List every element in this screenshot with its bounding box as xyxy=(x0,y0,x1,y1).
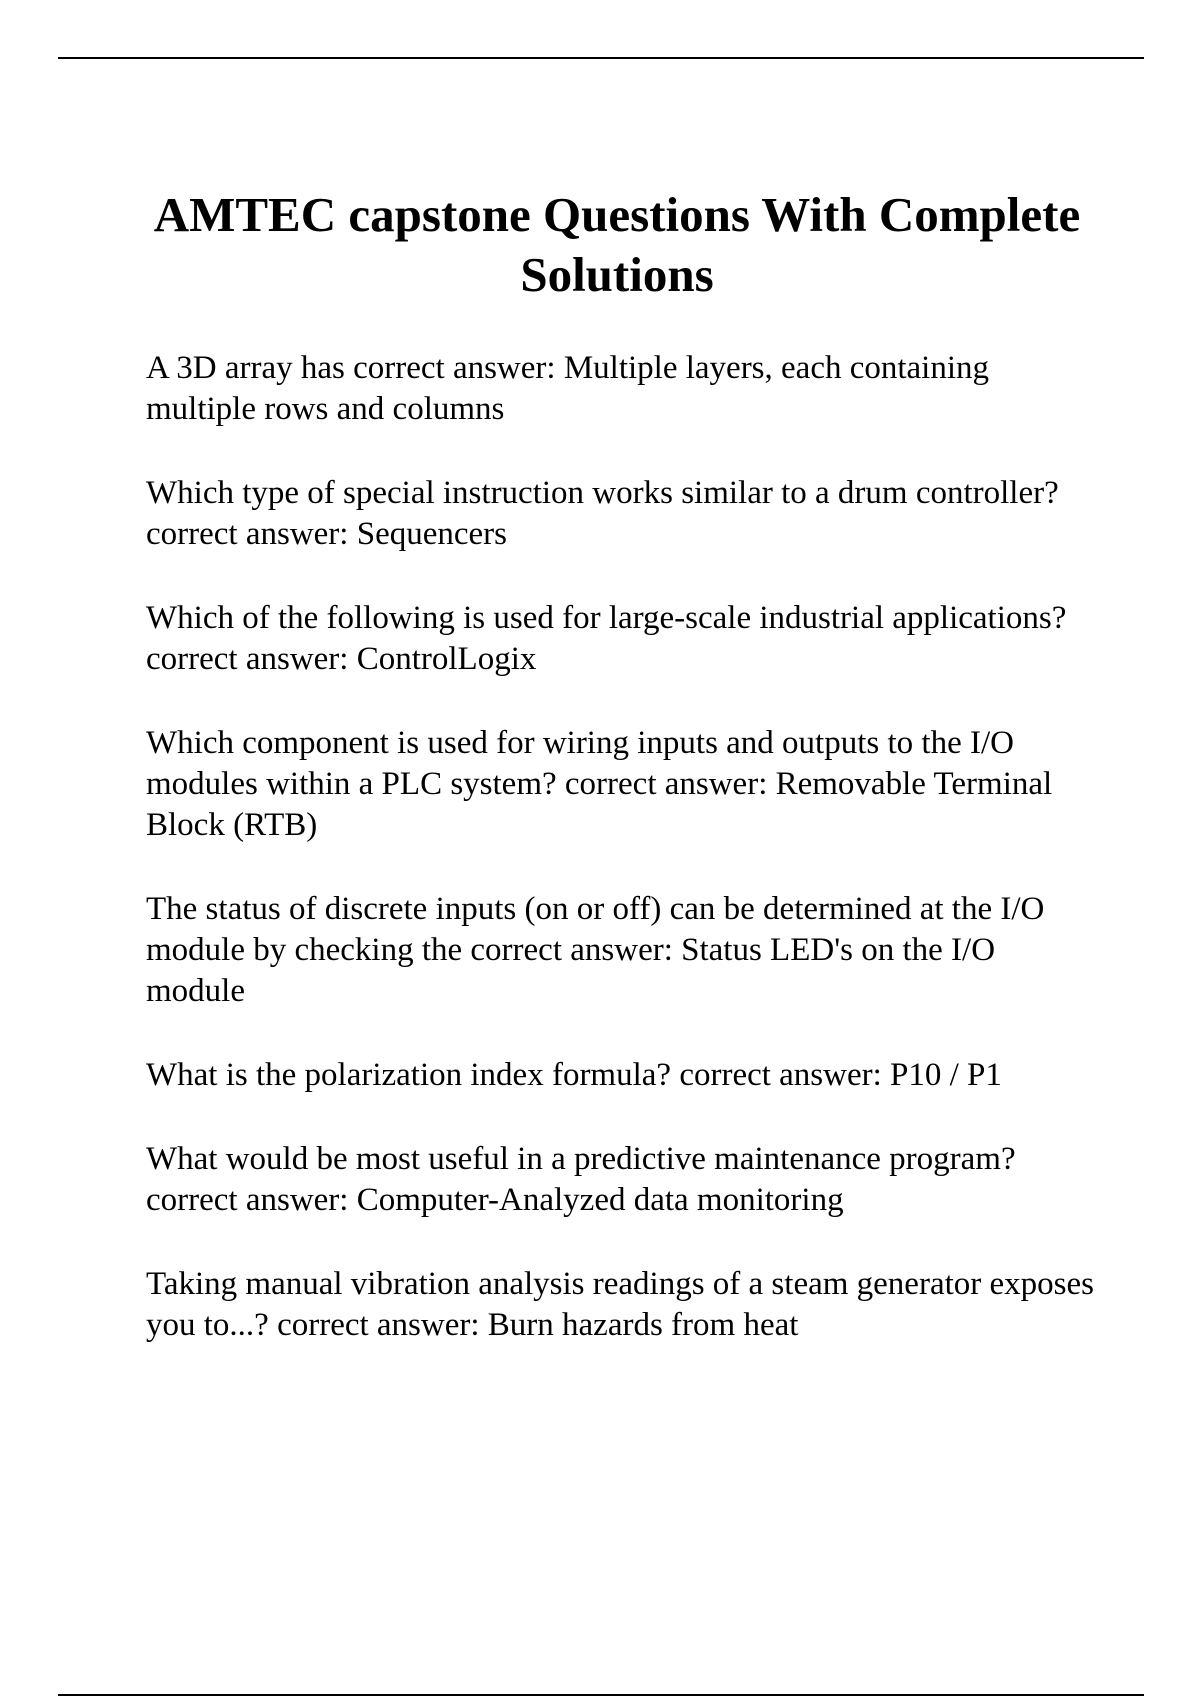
qa-list xyxy=(146,348,1098,1389)
qa-item: Which component is used for wiring inputs and outputs to the I/O modules within a PLC system? correct answer: Removable Terminal Block (RTB) xyxy=(146,725,1053,843)
qa-item: Which type of special instruction works similar to a drum controller? correct answer: Sequencers xyxy=(146,475,1059,552)
page-title: AMTEC capstone Questions With Complete Solutions xyxy=(153,187,1081,302)
qa-item: A 3D array has correct answer: Multiple layers, each containing multiple rows and columns xyxy=(146,350,990,427)
qa-item: What is the polarization index formula? correct answer: P10 / P1 xyxy=(146,1057,1002,1093)
qa-item: What would be most useful in a predictive maintenance program? correct answer: Computer-Analyzed data monitoring xyxy=(146,1141,1016,1218)
qa-item: Which of the following is used for large-scale industrial applications? correct answer: ControlLogix xyxy=(146,600,1067,677)
bottom-rule xyxy=(58,1694,1144,1696)
qa-item: Taking manual vibration analysis readings of a steam generator exposes you to...? correct answer: Burn hazards from heat xyxy=(146,1266,1094,1343)
qa-item: The status of discrete inputs (on or off) can be determined at the I/O module by checking the correct answer: Status LED's on the I/O module xyxy=(146,891,1045,1009)
top-rule xyxy=(58,57,1144,59)
